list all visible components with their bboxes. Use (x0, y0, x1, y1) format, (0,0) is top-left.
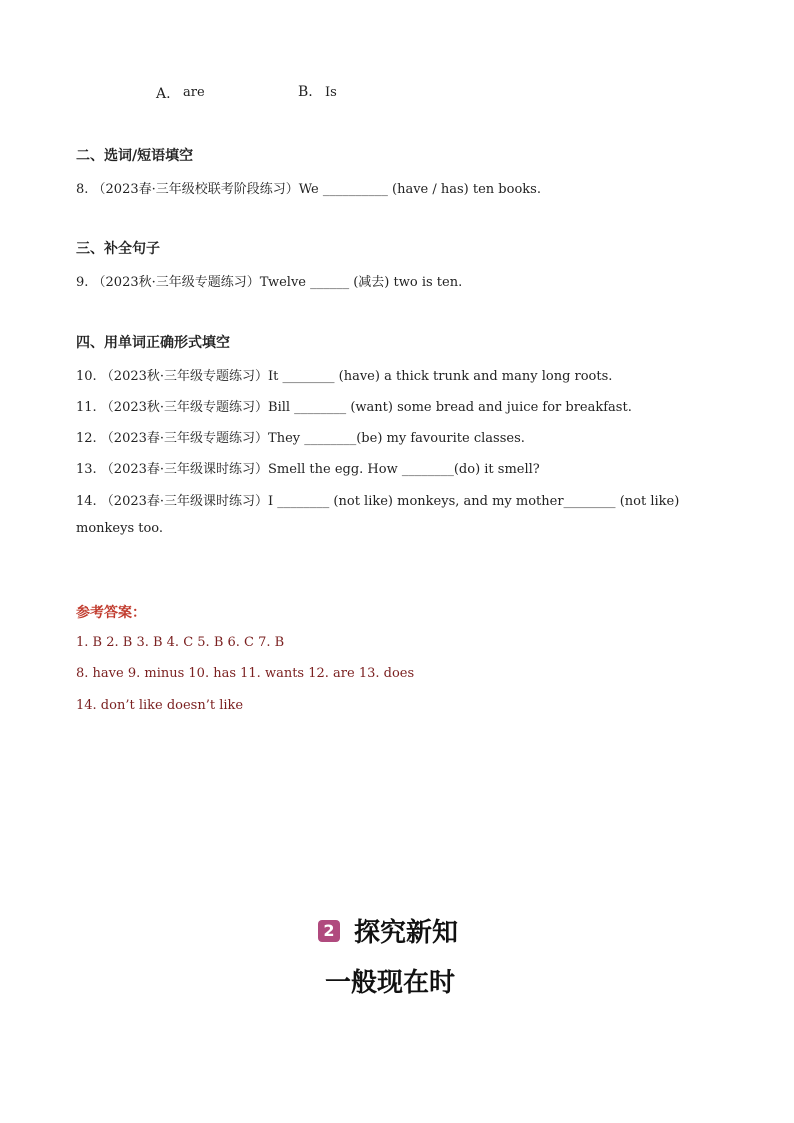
question-13: 13. （2023春·三年级课时练习）Smell the egg. How ________(do) it smell? (76, 462, 540, 477)
section-heading-3: 三、补全句子 (76, 241, 160, 257)
section-title: 探究新知 (354, 918, 459, 948)
option-a-text: are (183, 85, 205, 100)
question-14-line-2: monkeys too. (76, 521, 164, 536)
question-12: 12. （2023春·三年级专题练习）They ________(be) my favourite classes. (76, 431, 525, 446)
section-header (318, 912, 458, 949)
question-14-line-1: 14. （2023春·三年级课时练习）I ________ (not like) monkeys, and my mother________ (not like) (76, 494, 680, 509)
option-b-text: Is (325, 85, 337, 100)
option-b-letter: B. (298, 84, 313, 100)
section-number-badge: 2 (318, 920, 340, 942)
question-9: 9. （2023秋·三年级专题练习）Twelve ______ (减去) two is ten. (76, 275, 463, 290)
answers-title: 参考答案： (76, 605, 146, 621)
section-heading-4: 四、用单词正确形式填空 (76, 335, 230, 351)
question-8: 8. （2023春·三年级校联考阶段练习）We __________ (have / has) ten books. (76, 182, 541, 197)
answers-line-3: 14. don’t like doesn’t like (76, 698, 244, 713)
question-10: 10. （2023秋·三年级专题练习）It ________ (have) a thick trunk and many long roots. (76, 369, 613, 384)
section-subtitle: 一般现在时 (325, 968, 456, 998)
option-a-letter: A. (156, 86, 171, 102)
section-heading-2: 二、选词/短语填空 (76, 148, 194, 164)
answers-line-1: 1. B 2. B 3. B 4. C 5. B 6. C 7. B (76, 635, 285, 650)
question-11: 11. （2023秋·三年级专题练习）Bill ________ (want) some bread and juice for breakfast. (76, 400, 632, 415)
answers-line-2: 8. have 9. minus 10. has 11. wants 12. are 13. does (76, 666, 415, 681)
